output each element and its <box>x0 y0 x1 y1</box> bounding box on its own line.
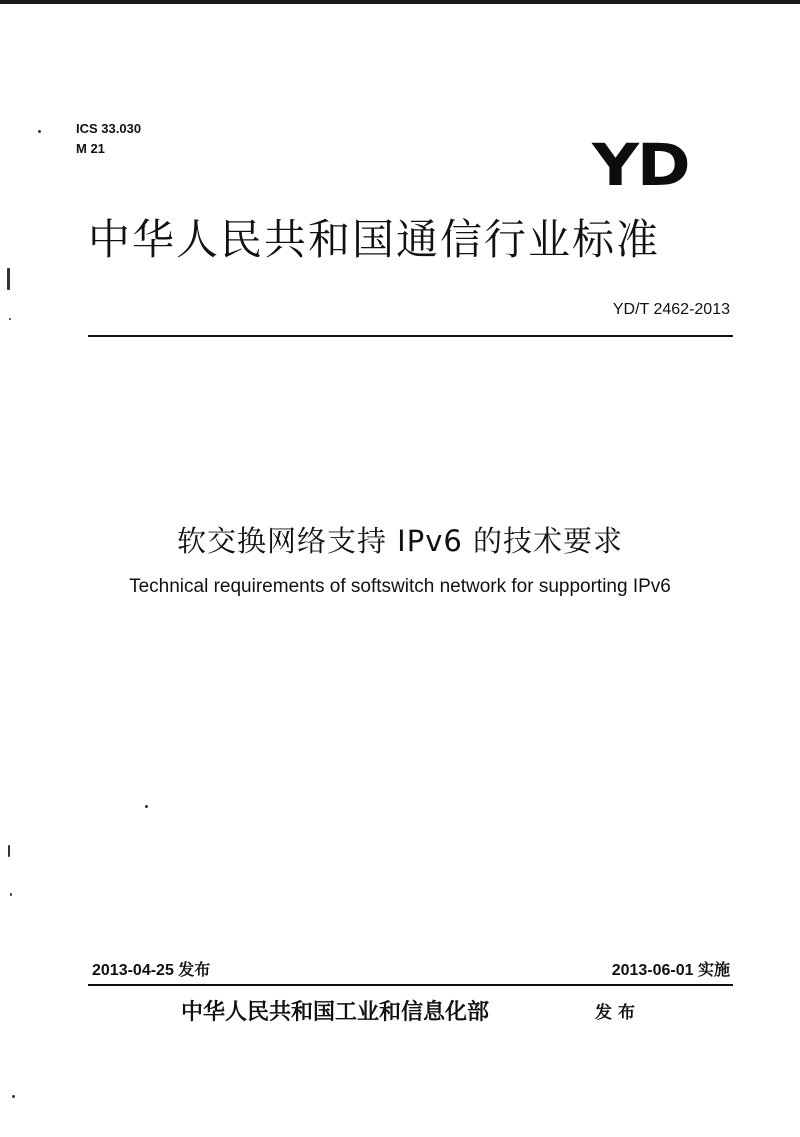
scan-speck <box>8 845 10 857</box>
scan-speck <box>7 268 10 290</box>
yd-logo: YD <box>592 131 689 199</box>
industry-standard-title: 中华人民共和国通信行业标准 <box>88 215 661 264</box>
scan-speck <box>12 1095 15 1098</box>
header-divider <box>88 335 733 337</box>
ics-code: ICS 33.030 <box>76 121 142 136</box>
publish-label: 发布 <box>595 1003 641 1023</box>
scan-speck <box>10 893 12 896</box>
document-title-chinese: 软交换网络支持 IPv6 的技术要求 <box>176 524 624 558</box>
footer-divider <box>88 984 733 986</box>
scan-speck <box>38 130 41 133</box>
ccs-code: M 21 <box>76 141 105 156</box>
scan-speck <box>145 805 148 808</box>
implementation-date: 2013-06-01 实施 <box>611 962 730 979</box>
document-title-english: Technical requirements of softswitch network for supporting IPv6 <box>129 576 671 597</box>
scan-speck <box>9 318 11 320</box>
issue-date: 2013-04-25 发布 <box>92 962 211 979</box>
standard-number: YD/T 2462-2013 <box>612 301 730 318</box>
publisher-name: 中华人民共和国工业和信息化部 <box>181 999 490 1025</box>
top-border-rule <box>0 0 800 4</box>
